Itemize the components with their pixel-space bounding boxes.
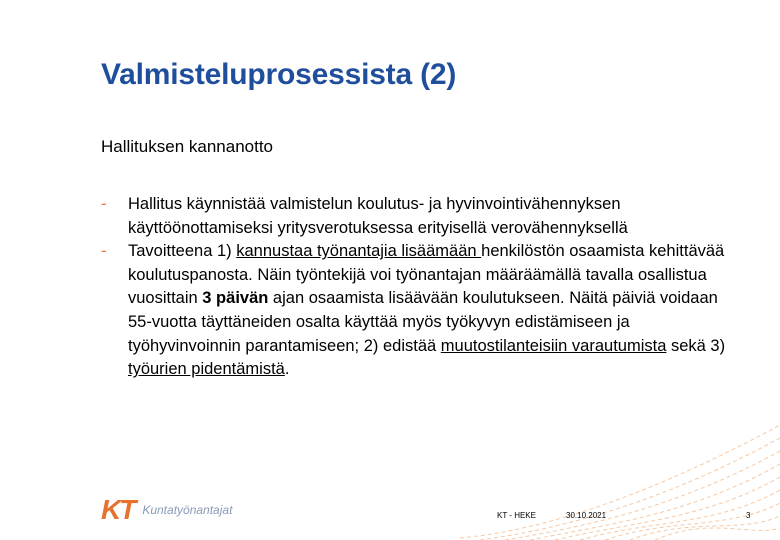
- kt-logo: [101, 494, 232, 526]
- logo-mark: KT: [101, 494, 135, 525]
- bullet-dash: -: [101, 242, 107, 261]
- slide-subtitle: Hallituksen kannanotto: [101, 137, 274, 156]
- underlined-phrase-2: muutostilanteisiin varautumista: [440, 336, 667, 355]
- bullet-dash: -: [101, 195, 107, 213]
- decorative-wave-lines: [460, 420, 780, 540]
- footer-author: KT - HEKE: [497, 511, 536, 520]
- bullet-text-1: Hallitus käynnistää valmistelun koulutus- ja hyvinvointivähennyksen käyttöönottamiseksi yritysverotuksessa erityisellä verovähennyksellä: [128, 195, 628, 237]
- bullet-text-2-part-4: sekä 3): [666, 336, 726, 355]
- bold-phrase: 3 päivän: [202, 289, 269, 308]
- underlined-phrase-1: kannustaa työnantajia lisäämään: [236, 242, 482, 261]
- bullet-text-2-part-1: Tavoitteena 1): [128, 242, 237, 261]
- bullet-text-2-part-5: .: [284, 360, 290, 379]
- logo-name: Kuntatyönantajat: [142, 503, 233, 517]
- bullet-item-2: [101, 240, 741, 382]
- bullet-text-2-part-2: henkilöstön osaamista kehittävää koulutuspanosta. Näin työntekijä voi työnantajan määräämällä tavalla osallistua vuosittain: [128, 242, 725, 308]
- slide-title: Valmisteluprosessista (2): [101, 58, 457, 91]
- page-number: 3: [746, 511, 751, 520]
- bullet-text-2-part-3: ajan osaamista lisäävään koulutukseen. Näitä päiviä voidaan 55-vuotta täyttäneiden osalta käyttää myös työkyvyn edistämiseen ja työhyvinvoinnin parantamiseen; 2) edistää: [128, 289, 718, 355]
- underlined-phrase-3: työurien pidentämistä: [128, 360, 285, 379]
- footer-date: 30.10.2021: [566, 511, 607, 520]
- bullet-item-1: [101, 193, 741, 240]
- bullet-list: [101, 193, 741, 382]
